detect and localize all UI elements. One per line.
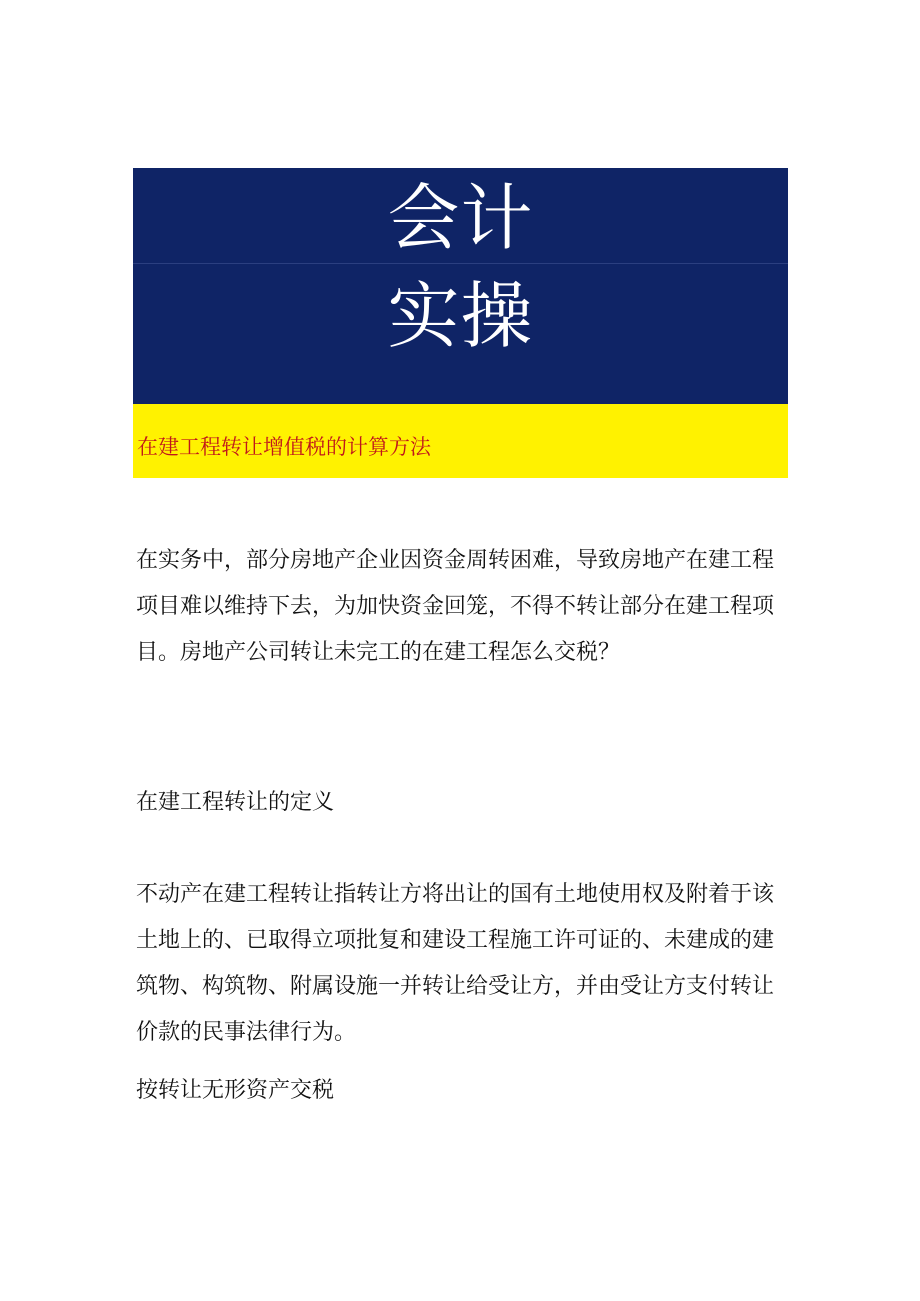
intro-paragraph: 在实务中，部分房地产企业因资金周转困难，导致房地产在建工程项目难以维持下去，为加快资金回笼，不得不转让部分在建工程项目。房地产公司转让未完工的在建工程怎么交税？ — [136, 548, 775, 665]
title-banner — [133, 168, 788, 404]
banner-divider — [133, 263, 788, 264]
definition-paragraph: 不动产在建工程转让指转让方将出让的国有土地使用权及附着于该土地上的、已取得立项批复和建设工程施工许可证的、未建成的建筑物、构筑物、附属设施一并转让给受让方，并由受让方支付转让价款的民事法律行为。 — [136, 882, 775, 1045]
banner-title-line-2: 实操 — [387, 274, 534, 358]
banner-title-line-1: 会计 — [387, 176, 534, 260]
article-subtitle: 在建工程转让增值税的计算方法 — [137, 435, 431, 459]
subtitle-bar — [133, 404, 788, 478]
next-section-heading: 按转让无形资产交税 — [136, 1078, 335, 1103]
section-title: 在建工程转让的定义 — [136, 790, 335, 815]
